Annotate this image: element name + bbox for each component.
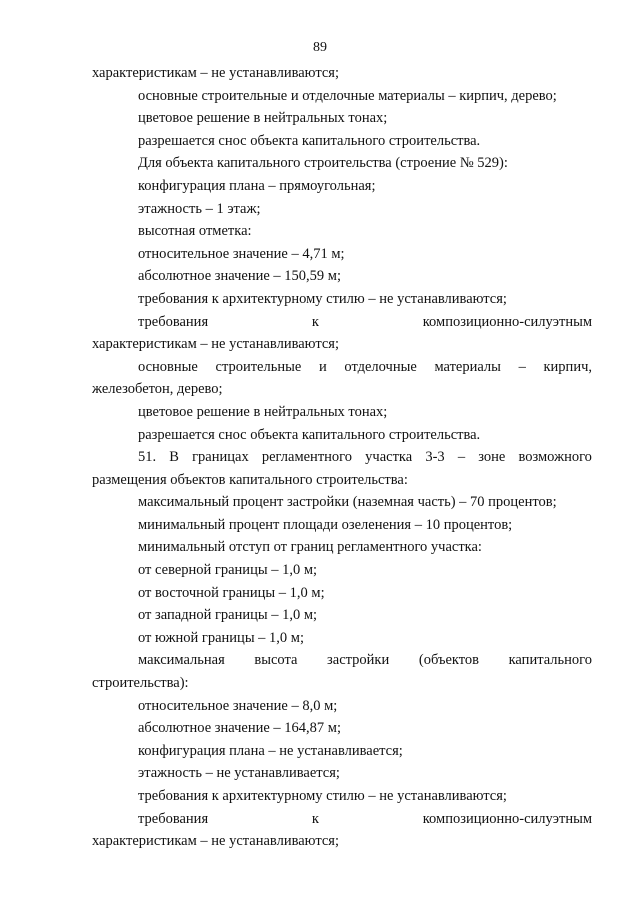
text-line: этажность – 1 этаж; bbox=[138, 200, 261, 217]
text-line: относительное значение – 4,71 м; bbox=[138, 245, 345, 262]
justified-line bbox=[92, 649, 592, 672]
text-line: конфигурация плана – прямоугольная; bbox=[138, 177, 376, 194]
word: 3-3 bbox=[425, 449, 445, 466]
word: композиционно-силуэтным bbox=[422, 810, 592, 827]
word: основные bbox=[138, 358, 198, 375]
text-line: минимальный процент площади озеленения – 10 процентов; bbox=[138, 516, 513, 533]
word: требования bbox=[138, 313, 209, 330]
word: материалы bbox=[434, 358, 501, 375]
word: застройки bbox=[327, 652, 390, 669]
word: и bbox=[318, 358, 327, 375]
justified-line bbox=[92, 446, 592, 469]
word: В bbox=[169, 449, 179, 466]
word: максимальная bbox=[138, 652, 225, 669]
text-line: минимальный отступ от границ регламентного участка: bbox=[138, 539, 482, 556]
text-line: железобетон, дерево; bbox=[92, 381, 223, 398]
word: к bbox=[311, 810, 319, 827]
word: регламентного bbox=[261, 449, 352, 466]
word: отделочные bbox=[344, 358, 417, 375]
text-line: от южной границы – 1,0 м; bbox=[138, 629, 305, 646]
word: (объектов bbox=[418, 652, 479, 669]
justified-line bbox=[92, 808, 592, 831]
text-line: конфигурация плана – не устанавливается; bbox=[138, 742, 403, 759]
text-line: характеристикам – не устанавливаются; bbox=[92, 65, 339, 81]
text-line: абсолютное значение – 164,87 м; bbox=[138, 720, 341, 737]
document-body bbox=[92, 62, 592, 853]
word: возможного bbox=[518, 449, 592, 466]
word: к bbox=[311, 313, 319, 330]
text-line: максимальный процент застройки (наземная часть) – 70 процентов; bbox=[138, 494, 557, 511]
text-line: этажность – не устанавливается; bbox=[138, 765, 340, 782]
word: капитального bbox=[508, 652, 592, 669]
word: 51. bbox=[138, 449, 157, 466]
text-line: Для объекта капитального строительства (строение № 529): bbox=[138, 155, 508, 172]
word: кирпич, bbox=[543, 358, 592, 375]
word: – bbox=[518, 358, 526, 375]
word: – bbox=[457, 449, 466, 466]
text-line: размещения объектов капитального строительства: bbox=[92, 471, 408, 488]
text-line: цветовое решение в нейтральных тонах; bbox=[138, 110, 388, 127]
text-line: требования к архитектурному стилю – не устанавливаются; bbox=[138, 290, 507, 307]
text-line: разрешается снос объекта капитального строительства. bbox=[138, 426, 481, 443]
word: композиционно-силуэтным bbox=[422, 313, 592, 330]
text-line: строительства): bbox=[92, 675, 189, 692]
text-line: характеристикам – не устанавливаются; bbox=[92, 336, 339, 353]
text-line: абсолютное значение – 150,59 м; bbox=[138, 268, 341, 285]
text-line: относительное значение – 8,0 м; bbox=[138, 697, 338, 714]
page-number: 89 bbox=[313, 40, 327, 55]
text-line: от северной границы – 1,0 м; bbox=[138, 562, 318, 579]
text-line: от восточной границы – 1,0 м; bbox=[138, 584, 325, 601]
justified-line bbox=[92, 311, 592, 334]
text-line: характеристикам – не устанавливаются; bbox=[92, 833, 339, 850]
text-line: высотная отметка: bbox=[138, 223, 252, 240]
word: зоне bbox=[478, 449, 506, 466]
word: требования bbox=[138, 810, 209, 827]
text-line: цветовое решение в нейтральных тонах; bbox=[138, 403, 388, 420]
word: участка bbox=[365, 449, 413, 466]
text-line: основные строительные и отделочные материалы – кирпич, дерево; bbox=[138, 87, 557, 104]
text-line: разрешается снос объекта капитального строительства. bbox=[138, 132, 481, 149]
justified-line bbox=[92, 356, 592, 379]
word: строительные bbox=[215, 358, 302, 375]
text-line: от западной границы – 1,0 м; bbox=[138, 607, 318, 624]
text-line: требования к архитектурному стилю – не устанавливаются; bbox=[138, 788, 507, 804]
word: высота bbox=[254, 652, 298, 669]
word: границах bbox=[192, 449, 249, 466]
